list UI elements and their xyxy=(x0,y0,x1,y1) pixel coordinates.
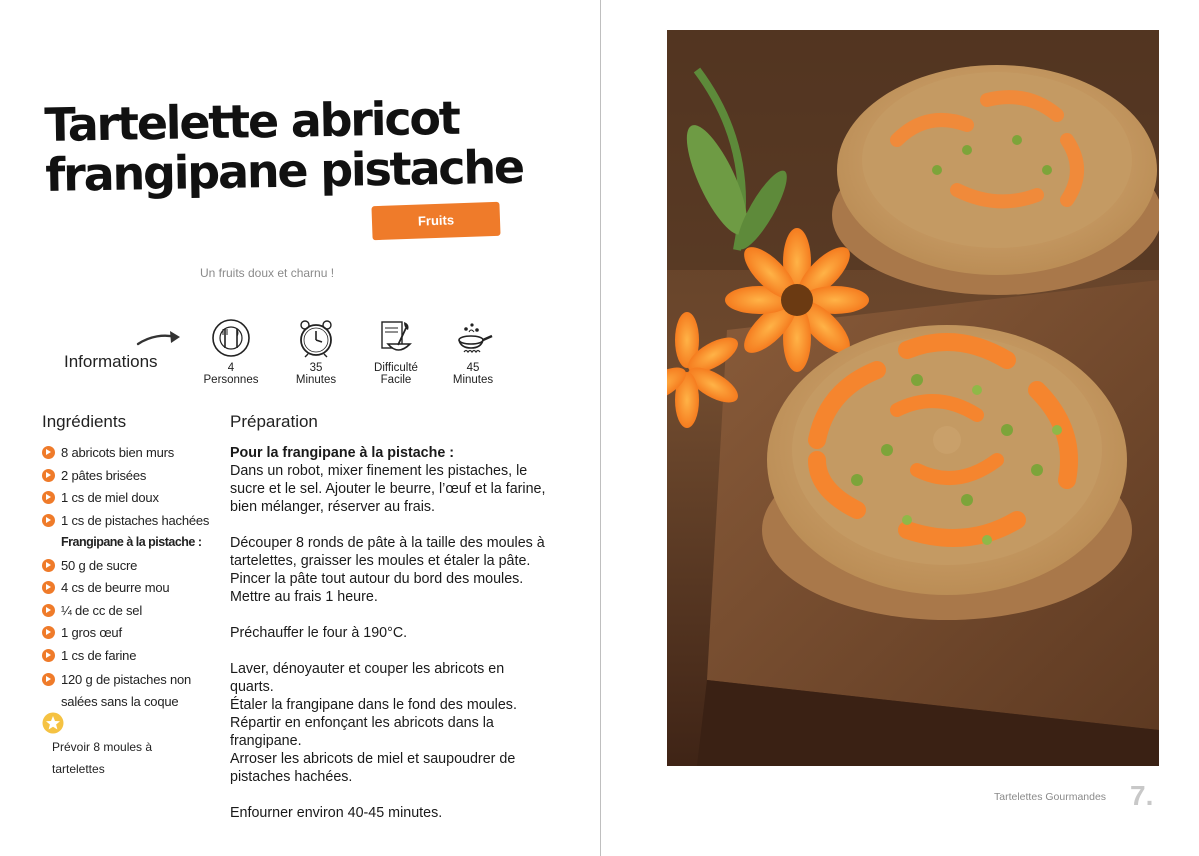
bullet-icon xyxy=(42,469,55,482)
info-cook-time-value: 45 xyxy=(466,362,480,374)
bullet-icon xyxy=(42,626,55,639)
star-icon xyxy=(42,712,64,734)
tart-front xyxy=(762,325,1132,620)
arrow-icon xyxy=(136,328,184,348)
plate-icon xyxy=(211,318,251,358)
bullet-icon xyxy=(42,514,55,527)
bullet-icon xyxy=(42,581,55,594)
bullet-icon xyxy=(42,673,55,686)
tip-text: Prévoir 8 moules à tartelettes xyxy=(52,740,153,776)
bullet-icon xyxy=(42,604,55,617)
preparation-step: Arroser les abricots de miel et saupoudrer de pistaches hachées. xyxy=(230,751,516,785)
ingredients-list xyxy=(42,444,222,719)
preparation-step: Étaler la frangipane dans le fond des moules. Répartir en enfonçant les abricots dans la frangipane. xyxy=(230,697,517,749)
ingredient-item: 4 cs de beurre mou xyxy=(42,579,222,596)
ingredient-item: 1 cs de miel doux xyxy=(42,489,222,506)
info-prep-time-unit: Minutes xyxy=(295,374,337,386)
ingredient-item: ¼ de cc de sel xyxy=(42,602,222,619)
pan-icon xyxy=(453,318,493,358)
ingredient-item: 120 g de pistaches non salées sans la coque xyxy=(42,669,222,713)
preparation-step: Laver, dénoyauter et couper les abricots en quarts. xyxy=(230,661,505,695)
info-servings-value: 4 xyxy=(227,362,235,374)
bullet-icon xyxy=(42,649,55,662)
bullet-icon xyxy=(42,491,55,504)
cook-icon xyxy=(376,318,416,358)
clock-icon xyxy=(296,318,336,358)
ingredient-subheading: Frangipane à la pistache : xyxy=(61,535,202,549)
info-prep-time-value: 35 xyxy=(309,362,323,374)
preparation-text xyxy=(230,444,550,840)
recipe-title-line-2: frangipane pistache xyxy=(44,139,524,202)
ingredient-item: 1 cs de pistaches hachées xyxy=(42,512,222,529)
tartelette-photo xyxy=(667,30,1159,766)
ingredient-item: 1 cs de farine xyxy=(42,647,222,664)
preparation-lead: Pour la frangipane à la pistache : xyxy=(230,445,455,461)
info-servings xyxy=(196,318,266,386)
page-number: 7. xyxy=(1130,780,1154,811)
category-badge: Fruits xyxy=(371,202,500,240)
bullet-icon xyxy=(42,446,55,459)
recipe-tagline: Un fruits doux et charnu ! xyxy=(200,266,335,280)
info-difficulty-label: Difficulté xyxy=(374,362,418,374)
preparation-step: Découper 8 ronds de pâte à la taille des moules à tartelettes, graisser les moules et étaler la pâte. Pincer la pâte tout autour du bord des moules. Mettre au frais 1 heure. xyxy=(230,535,545,605)
preparation-step: Dans un robot, mixer finement les pistaches, le sucre et le sel. Ajouter le beurre, l’œuf et la farine, bien mélanger, réserver au frais. xyxy=(230,463,546,515)
info-cook-time-unit: Minutes xyxy=(452,374,494,386)
ingredient-item: 8 abricots bien murs xyxy=(42,444,222,461)
preparation-title: Préparation xyxy=(230,412,318,431)
tart-back xyxy=(832,65,1159,295)
info-prep-time xyxy=(281,318,351,386)
preparation-step: Préchauffer le four à 190°C. xyxy=(230,625,408,641)
info-label: Informations xyxy=(64,352,158,371)
info-servings-unit: Personnes xyxy=(203,374,259,386)
recipe-title-line-1: Tartelette abricot xyxy=(43,90,460,152)
ingredient-item: 50 g de sucre xyxy=(42,557,222,574)
recipe-title xyxy=(44,91,566,200)
footer-book-title: Tartelettes Gourmandes xyxy=(994,791,1107,803)
ingredients-title: Ingrédients xyxy=(42,412,127,431)
ingredient-item: 2 pâtes brisées xyxy=(42,467,222,484)
bullet-icon xyxy=(42,559,55,572)
info-difficulty xyxy=(361,318,431,386)
info-cook-time xyxy=(438,318,508,386)
info-difficulty-value: Facile xyxy=(380,374,412,386)
ingredient-item: 1 gros œuf xyxy=(42,624,222,641)
preparation-step: Enfourner environ 40-45 minutes. xyxy=(230,805,443,821)
